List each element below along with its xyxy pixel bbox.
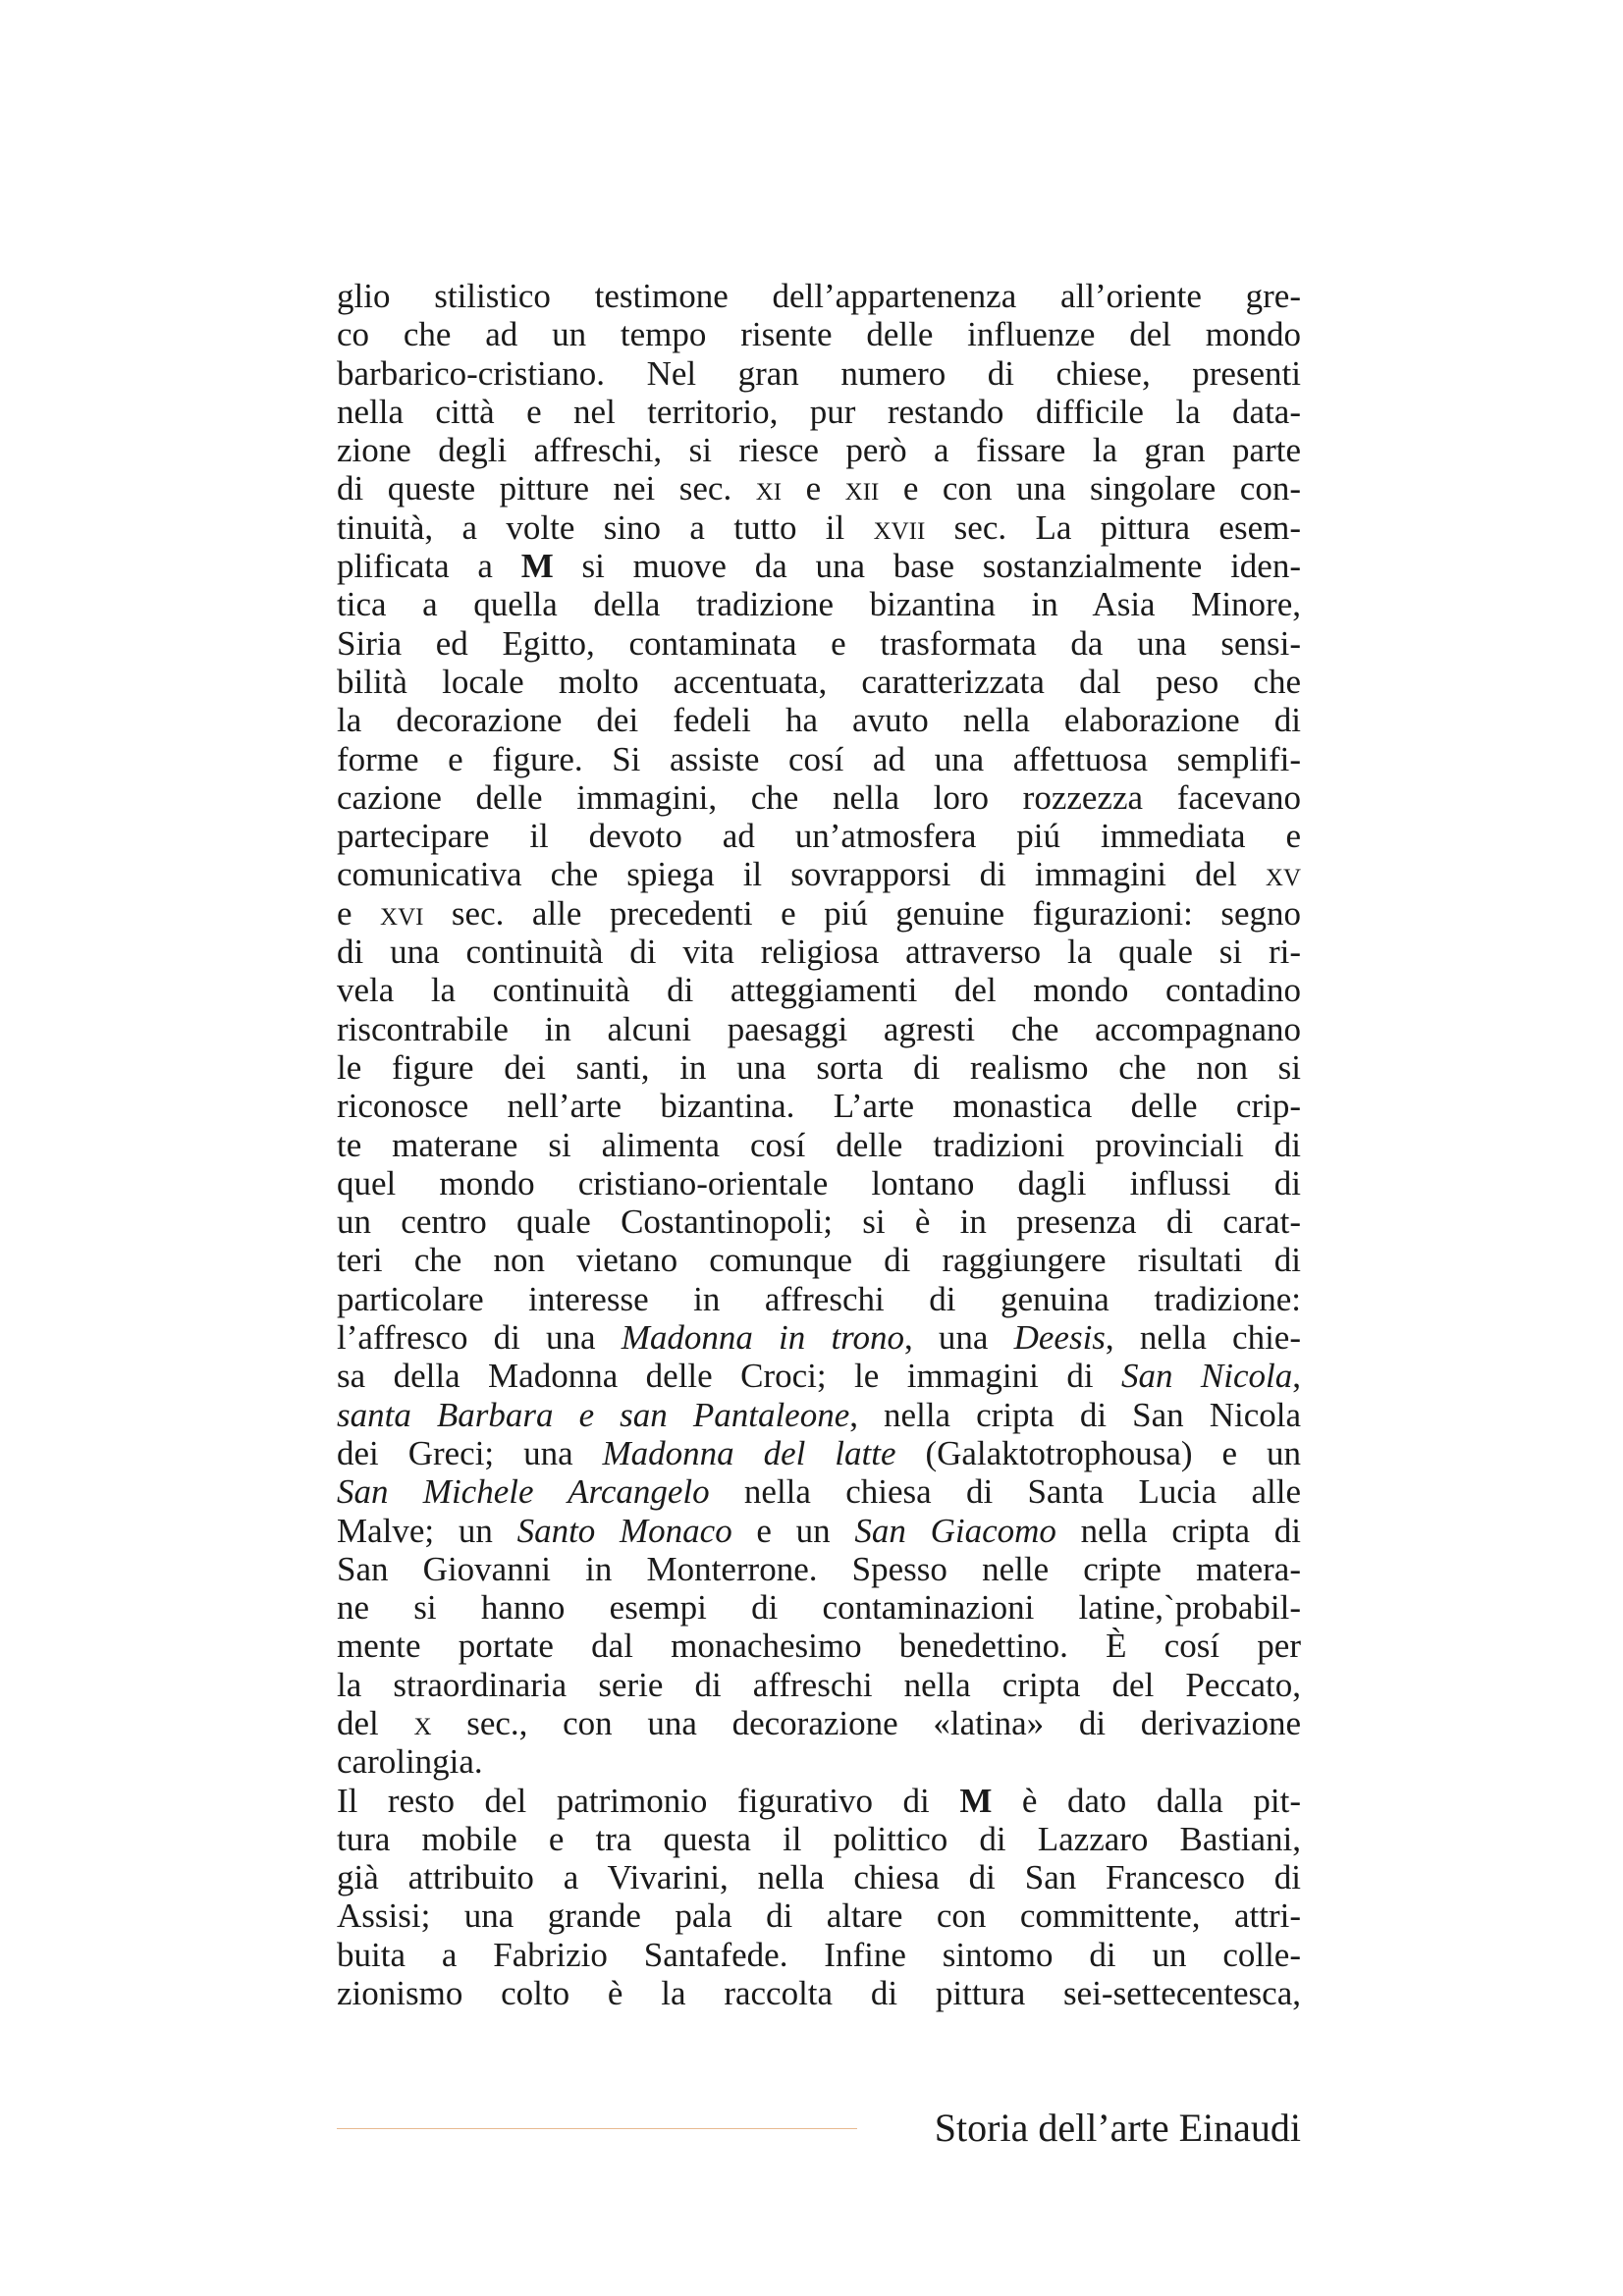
text-segment: (Galaktotrophousa) e un	[895, 1433, 1301, 1472]
text-line	[337, 1048, 1301, 1087]
text-segment: sec., con una decorazione «latina» di derivazione	[431, 1703, 1301, 1742]
text-line	[337, 1164, 1301, 1202]
text-line	[337, 624, 1301, 663]
small-caps-text: xii	[844, 469, 880, 508]
text-segment: vela la continuità di atteggiamenti del mondo contadino	[337, 971, 1301, 1010]
text-segment: glio stilistico testimone dell’appartenenza all’oriente gre-	[337, 277, 1301, 315]
small-caps-text: xi	[755, 469, 783, 508]
text-line	[337, 1087, 1301, 1125]
text-segment: partecipare il devoto ad un’atmosfera piú immediata e	[337, 817, 1301, 856]
italic-text: Santo Monaco	[516, 1511, 732, 1550]
text-segment: nella cripta di	[1055, 1511, 1301, 1550]
italic-text: San Michele Arcangelo	[337, 1472, 710, 1512]
text-line	[337, 894, 1301, 933]
text-segment: quel mondo cristiano-orientale lontano dagli influssi di	[337, 1163, 1301, 1202]
text-segment: Siria ed Egitto, contaminata e trasformata da una sensi-	[337, 623, 1301, 663]
text-line	[337, 508, 1301, 547]
text-segment: nella città e nel territorio, pur restando difficile la data-	[337, 392, 1301, 431]
text-line	[337, 855, 1301, 893]
text-line	[337, 1974, 1301, 2012]
text-line	[337, 740, 1301, 778]
small-caps-text: xvi	[380, 893, 424, 933]
text-segment: è dato dalla pit-	[992, 1781, 1301, 1820]
text-segment: , nella cripta di San Nicola	[849, 1395, 1301, 1434]
text-line	[337, 1202, 1301, 1241]
footer-rule	[337, 2128, 857, 2129]
text-segment: , una	[903, 1318, 1014, 1358]
small-caps-text: xv	[1265, 855, 1301, 894]
text-segment: si muove da una base sostanzialmente iden-	[553, 547, 1301, 586]
text-segment: ne si hanno esempi di contaminazioni latine,`probabil-	[337, 1588, 1301, 1628]
body-text	[337, 277, 1301, 2012]
footer-title: Storia dell’arte Einaudi	[934, 2106, 1301, 2150]
text-segment: sa della Madonna delle Croci; le immagini di	[337, 1357, 1121, 1396]
text-segment: bilità locale molto accentuata, caratterizzata dal peso che	[337, 662, 1301, 701]
text-line	[337, 1472, 1301, 1511]
text-line	[337, 701, 1301, 739]
text-segment: , nella chie-	[1105, 1318, 1301, 1358]
text-line	[337, 277, 1301, 315]
text-line	[337, 1396, 1301, 1434]
text-segment: San Giovanni in Monterrone. Spesso nelle cripte matera-	[337, 1549, 1301, 1588]
text-line	[337, 1280, 1301, 1318]
text-segment: buita a Fabrizio Santafede. Infine sintomo di un colle-	[337, 1935, 1301, 1974]
text-line	[337, 1588, 1301, 1627]
text-segment: co che ad un tempo risente delle influenze del mondo	[337, 315, 1301, 354]
text-line	[337, 585, 1301, 623]
text-segment: tica a quella della tradizione bizantina in Asia Minore,	[337, 585, 1301, 624]
text-line	[337, 1936, 1301, 1974]
text-segment: comunicativa che spiega il sovrapporsi di immagini del	[337, 855, 1266, 894]
bold-text: M	[959, 1781, 993, 1820]
text-segment: barbarico-cristiano. Nel gran numero di chiese, presenti	[337, 353, 1301, 393]
text-segment: ,	[1292, 1357, 1301, 1396]
text-segment: tinuità, a volte sino a tutto il	[337, 507, 874, 547]
text-line	[337, 547, 1301, 585]
small-caps-text: xvii	[873, 507, 926, 547]
text-segment: riscontrabile in alcuni paesaggi agresti che accompagnano	[337, 1009, 1301, 1048]
text-segment: le figure dei santi, in una sorta di realismo che non si	[337, 1047, 1301, 1087]
text-line	[337, 1704, 1301, 1742]
text-line	[337, 778, 1301, 817]
text-line	[337, 1627, 1301, 1665]
text-segment: Malve; un	[337, 1511, 517, 1550]
text-segment: plificata a	[337, 547, 521, 586]
text-segment: un centro quale Costantinopoli; si è in presenza di carat-	[337, 1202, 1301, 1242]
text-line	[337, 469, 1301, 507]
bold-text: M	[520, 547, 554, 586]
text-line	[337, 1357, 1301, 1395]
text-segment: cazione delle immagini, che nella loro rozzezza facevano	[337, 777, 1301, 817]
text-segment: zionismo colto è la raccolta di pittura sei-settecentesca,	[337, 1974, 1301, 2013]
text-line	[337, 1666, 1301, 1704]
text-line	[337, 971, 1301, 1009]
text-segment: forme e figure. Si assiste cosí ad una affettuosa semplifi-	[337, 739, 1301, 778]
text-line	[337, 1126, 1301, 1164]
text-segment: carolingia.	[337, 1742, 483, 1782]
text-line	[337, 1896, 1301, 1935]
text-line	[337, 663, 1301, 701]
text-segment: nella chiesa di Santa Lucia alle	[709, 1472, 1301, 1512]
italic-text: Deesis	[1013, 1318, 1106, 1358]
text-segment: Il resto del patrimonio figurativo di	[337, 1781, 960, 1820]
text-line	[337, 817, 1301, 855]
italic-text: San Nicola	[1120, 1357, 1293, 1396]
text-line	[337, 1782, 1301, 1820]
text-line	[337, 315, 1301, 353]
italic-text: Madonna in trono	[621, 1318, 904, 1358]
text-segment: la straordinaria serie di affreschi nella cripta del Peccato,	[337, 1665, 1301, 1704]
page-footer	[337, 2105, 1301, 2152]
italic-text: santa Barbara e san Pantaleone	[337, 1395, 850, 1434]
text-segment: riconosce nell’arte bizantina. L’arte monastica delle crip-	[337, 1087, 1301, 1126]
text-segment: già attribuito a Vivarini, nella chiesa di San Francesco di	[337, 1858, 1301, 1897]
text-segment: sec. La pittura esem-	[925, 507, 1301, 547]
small-caps-text: x	[413, 1703, 432, 1742]
text-line	[337, 393, 1301, 431]
italic-text: San Giacomo	[854, 1511, 1056, 1550]
text-segment: e con una singolare con-	[879, 469, 1301, 508]
text-segment: zione degli affreschi, si riesce però a fissare la gran parte	[337, 431, 1301, 470]
text-segment: te materane si alimenta cosí delle tradizioni provinciali di	[337, 1125, 1301, 1164]
text-line	[337, 1241, 1301, 1279]
text-line	[337, 1550, 1301, 1588]
text-segment: dei Greci; una	[337, 1433, 603, 1472]
text-line	[337, 431, 1301, 469]
text-segment: tura mobile e tra questa il polittico di Lazzaro Bastiani,	[337, 1819, 1301, 1858]
text-segment: Assisi; una grande pala di altare con committente, attri-	[337, 1896, 1301, 1936]
text-line	[337, 1820, 1301, 1858]
text-line	[337, 1742, 1301, 1781]
text-segment: mente portate dal monachesimo benedettino. È cosí per	[337, 1627, 1301, 1666]
text-segment: di una continuità di vita religiosa attraverso la quale si ri-	[337, 933, 1301, 972]
text-segment: sec. alle precedenti e piú genuine figurazioni: segno	[423, 893, 1301, 933]
italic-text: Madonna del latte	[602, 1433, 896, 1472]
text-segment: di queste pitture nei sec.	[337, 469, 756, 508]
text-line	[337, 354, 1301, 393]
text-line	[337, 933, 1301, 971]
text-line	[337, 1858, 1301, 1896]
text-segment: e un	[731, 1511, 855, 1550]
text-line	[337, 1512, 1301, 1550]
text-segment: l’affresco di una	[337, 1318, 622, 1358]
text-segment: particolare interesse in affreschi di genuina tradizione:	[337, 1279, 1301, 1318]
text-segment: e	[782, 469, 845, 508]
text-line	[337, 1010, 1301, 1048]
text-line	[337, 1318, 1301, 1357]
text-line	[337, 1434, 1301, 1472]
text-segment: del	[337, 1703, 414, 1742]
text-segment: la decorazione dei fedeli ha avuto nella elaborazione di	[337, 701, 1301, 740]
text-segment: e	[337, 893, 381, 933]
text-segment: teri che non vietano comunque di raggiungere risultati di	[337, 1241, 1301, 1280]
